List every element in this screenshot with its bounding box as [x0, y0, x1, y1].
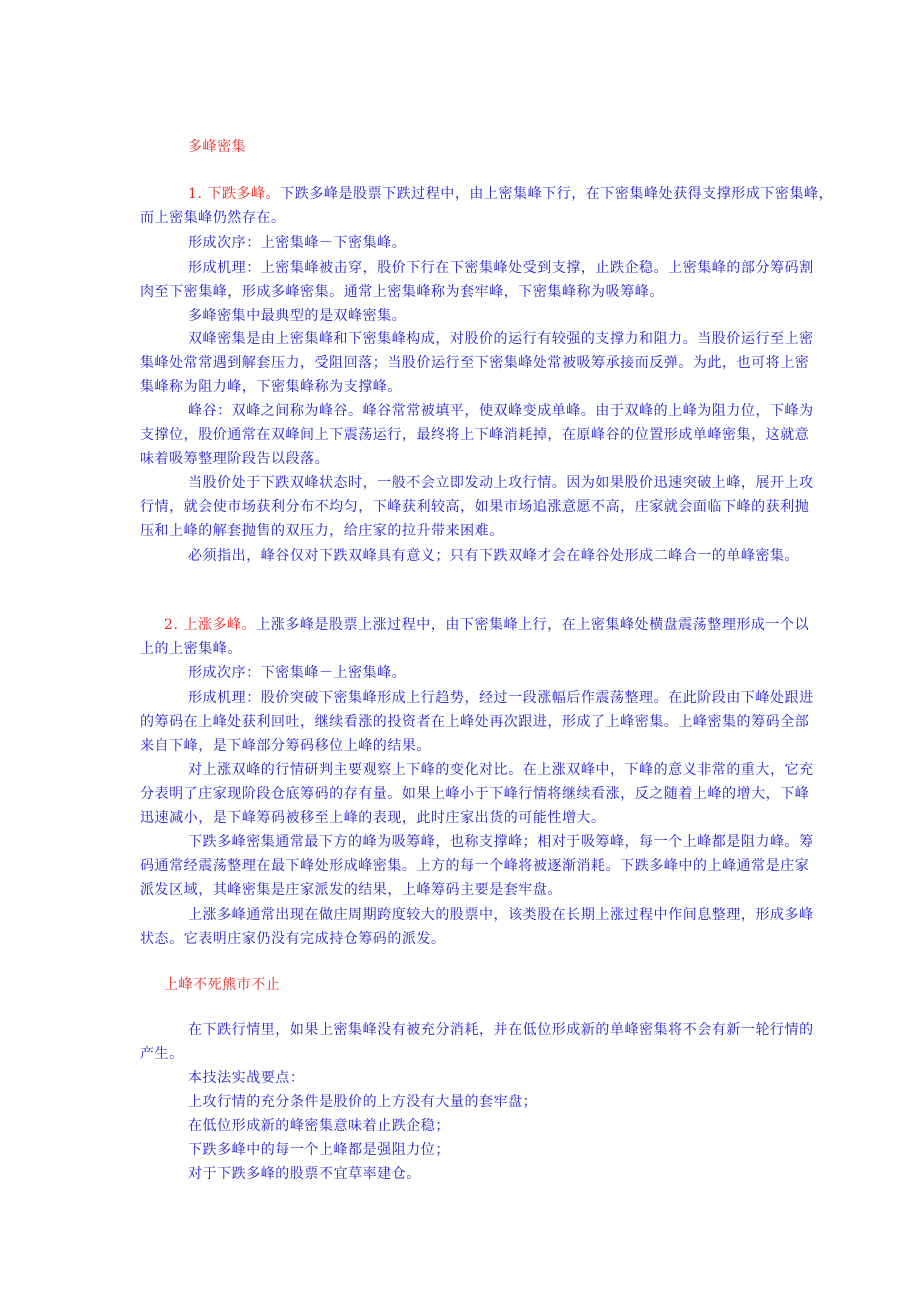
- paragraph-text: 集峰称为阻力峰，下密集峰称为支撑峰。: [140, 379, 402, 395]
- paragraph-text: 上涨多峰通常出现在做庄周期跨度较大的股票中，该类股在长期上涨过程中作间息整理，形成多峰: [188, 907, 814, 923]
- paragraph-text: 而上密集峰仍然存在。: [140, 210, 286, 226]
- paragraph-text: 派发区域，其峰密集是庄家派发的结果，上峰筹码主要是套牢盘。: [140, 882, 562, 898]
- paragraph-text: 上的上密集峰。: [140, 641, 242, 657]
- paragraph-text: 下跌多峰是股票下跌过程中，由上密集峰下行，在下密集峰处获得支撑形成下密集峰，: [280, 186, 834, 202]
- section1-heading: 1. 下跌多峰。: [188, 186, 281, 202]
- paragraph-text: 上攻行情的充分条件是股价的上方没有大量的套牢盘；: [188, 1094, 538, 1110]
- paragraph-text: 支撑位，股价通常在双峰间上下震荡运行，最终将上下峰消耗掉，在原峰谷的位置形成单峰密集，这就意: [140, 427, 810, 443]
- paragraph-text: 双峰密集是由上密集峰和下密集峰构成，对股价的运行有较强的支撑力和阻力。当股价运行至上密: [188, 331, 814, 347]
- paragraph-text: 在低位形成新的峰密集意味着止跌企稳；: [188, 1118, 450, 1134]
- paragraph-text: 下跌多峰中的每一个上峰都是强阻力位；: [188, 1142, 450, 1158]
- section1-first-line: [188, 184, 833, 204]
- paragraph-text: 码通常经震荡整理在最下峰处形成峰密集。上方的每一个峰将被逐渐消耗。下跌多峰中的上峰通常是庄家: [140, 858, 810, 874]
- paragraph-text: 必须指出，峰谷仅对下跌双峰具有意义；只有下跌双峰才会在峰谷处形成二峰合一的单峰密集。: [188, 548, 800, 564]
- paragraph-text: 峰谷：双峰之间称为峰谷。峰谷常常被填平，使双峰变成单峰。由于双峰的上峰为阻力位，下峰为: [188, 403, 814, 419]
- paragraph-text: 下跌多峰密集通常最下方的峰为吸筹峰，也称支撑峰；相对于吸筹峰，每一个上峰都是阻力峰。筹: [188, 834, 814, 850]
- paragraph-text: 对上涨双峰的行情研判主要观察上下峰的变化对比。在上涨双峰中，下峰的意义非常的重大，它充: [188, 762, 814, 778]
- paragraph-text: 形成机理：股价突破下密集峰形成上行趋势，经过一段涨幅后作震荡整理。在此阶段由下峰处跟进: [188, 690, 814, 706]
- paragraph-text: 分表明了庄家现阶段仓底筹码的存有量。如果上峰小于下峰行情将继续看涨，反之随着上峰的增大，下峰: [140, 786, 810, 802]
- paragraph-text: 形成次序：上密集峰－下密集峰。: [188, 235, 407, 251]
- paragraph-text: 集峰处常常遇到解套压力，受阻回落；当股价运行至下密集峰处常被吸筹承接而反弹。为此，也可将上密: [140, 355, 810, 371]
- paragraph-text: 状态。它表明庄家仍没有完成持仓筹码的派发。: [140, 931, 446, 947]
- paragraph-text: 压和上峰的解套抛售的双压力，给庄家的拉升带来困难。: [140, 523, 504, 539]
- paragraph-text: 产生。: [140, 1046, 184, 1062]
- paragraph-text: 迅速减小，是下峰筹码被移至上峰的表现，此时庄家出货的可能性增大。: [140, 810, 606, 826]
- paragraph-text: 肉至下密集峰，形成多峰密集。通常上密集峰称为套牢峰，下密集峰称为吸筹峰。: [140, 284, 664, 300]
- document-title: 多峰密集: [188, 139, 247, 155]
- paragraph-text: 多峰密集中最典型的是双峰密集。: [188, 308, 407, 324]
- paragraph-text: 来自下峰，是下峰部分筹码移位上峰的结果。: [140, 738, 431, 754]
- section2-first-line: [164, 615, 809, 635]
- section3-heading: 上峰不死熊市不止: [164, 977, 281, 993]
- section2-heading: 2. 上涨多峰。: [164, 617, 257, 633]
- paragraph-text: 的筹码在上峰处获利回吐，继续看涨的投资者在上峰处再次跟进，形成了上峰密集。上峰密集的筹码全部: [140, 714, 810, 730]
- paragraph-text: 对于下跌多峰的股票不宜草率建仓。: [188, 1166, 421, 1182]
- paragraph-text: 本技法实战要点：: [188, 1070, 305, 1086]
- paragraph-text: 形成机理：上密集峰被击穿，股价下行在下密集峰处受到支撑，止跌企稳。上密集峰的部分筹码割: [188, 260, 814, 276]
- paragraph-text: 当股价处于下跌双峰状态时，一般不会立即发动上攻行情。因为如果股价迅速突破上峰，展开上攻: [188, 475, 814, 491]
- paragraph-text: 行情，就会使市场获利分布不均匀，下峰获利较高，如果市场追涨意愿不高，庄家就会面临下峰的获利抛: [140, 499, 810, 515]
- paragraph-text: 形成次序：下密集峰－上密集峰。: [188, 665, 407, 681]
- paragraph-text: 上涨多峰是股票上涨过程中，由下密集峰上行，在上密集峰处横盘震荡整理形成一个以: [256, 617, 810, 633]
- paragraph-text: 在下跌行情里，如果上密集峰没有被充分消耗，并在低位形成新的单峰密集将不会有新一轮行情的: [188, 1022, 814, 1038]
- paragraph-text: 味着吸筹整理阶段告以段落。: [140, 451, 330, 467]
